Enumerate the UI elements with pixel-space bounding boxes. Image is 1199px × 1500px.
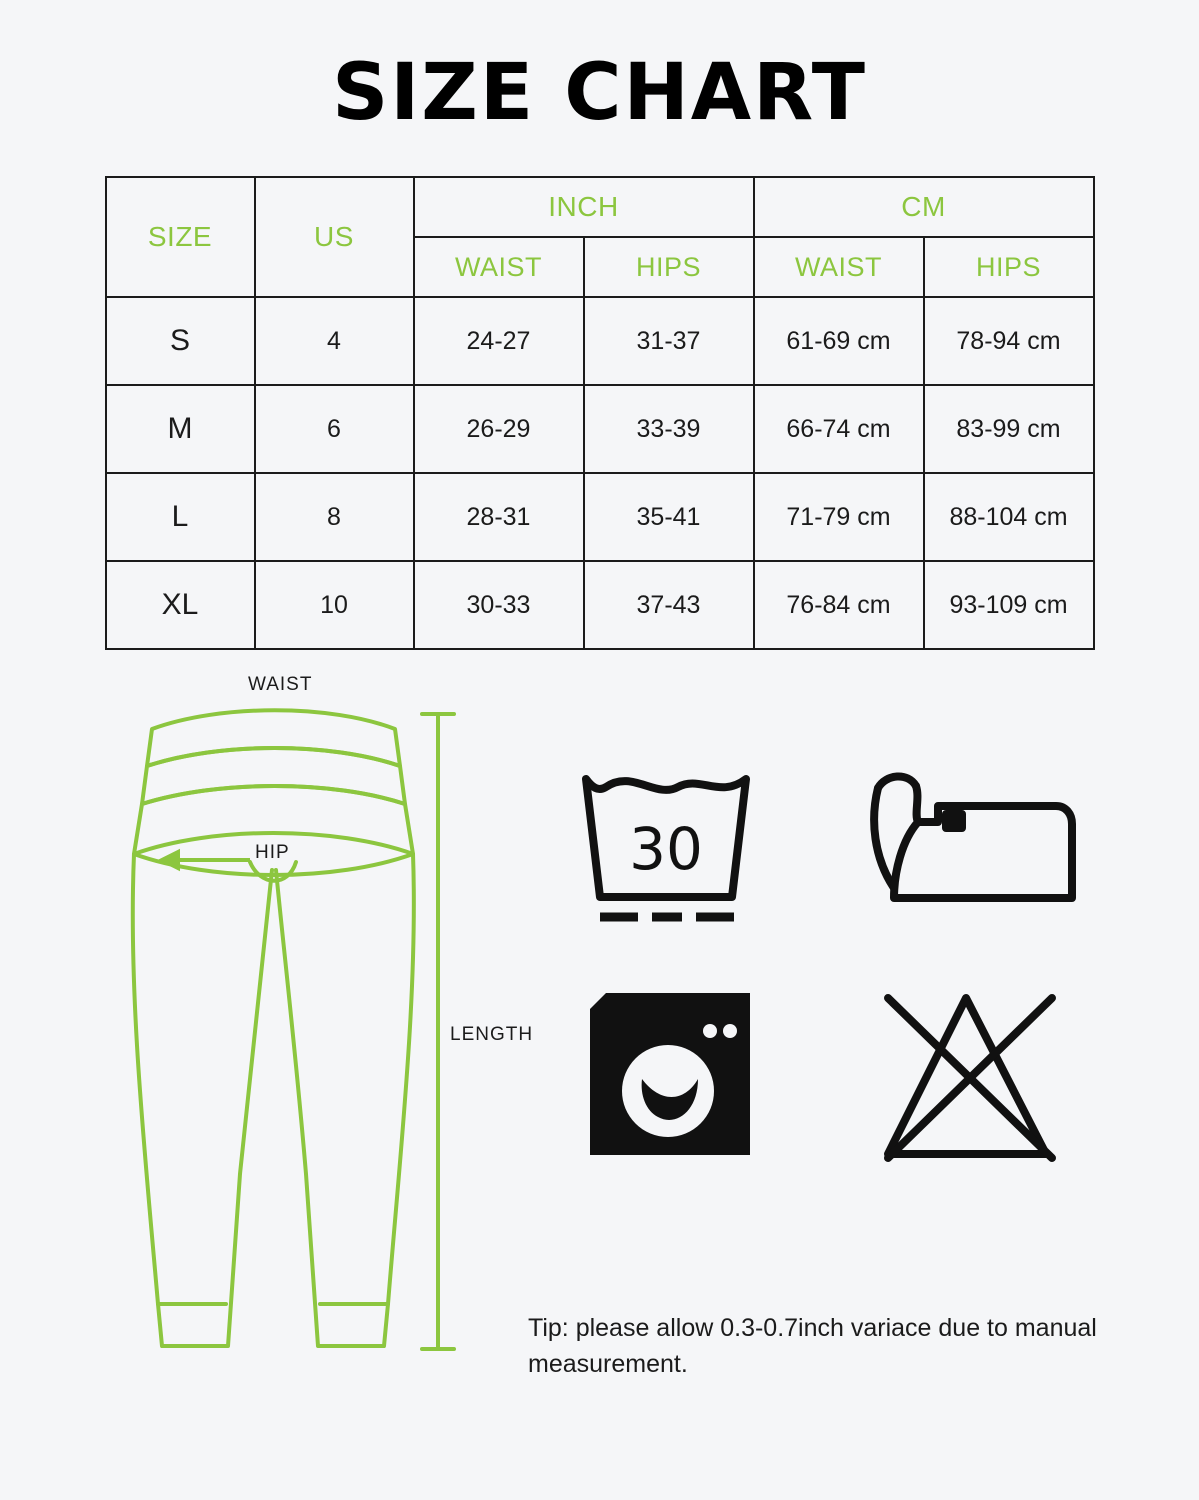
cell-cm-hips: 93-109 cm [924,561,1094,649]
iron-icon [860,762,1080,937]
column-header-cm-hips: HIPS [924,237,1094,297]
do-not-bleach-icon [870,982,1070,1177]
size-table [105,176,1095,650]
cell-cm-waist: 71-79 cm [754,473,924,561]
cell-size: L [106,473,255,561]
wash-30-icon [570,757,770,942]
table-row [106,297,1094,385]
cell-cm-waist: 61-69 cm [754,297,924,385]
cell-us: 10 [255,561,414,649]
pants-measurement-diagram [100,674,570,1394]
tumble-dry-icon [580,987,760,1172]
size-table-container [105,176,1095,650]
group-header-cm: CM [754,177,1094,237]
column-header-us: US [255,177,414,297]
cell-inch-waist: 30-33 [414,561,584,649]
cell-inch-hips: 35-41 [584,473,754,561]
column-header-size: SIZE [106,177,255,297]
cell-inch-waist: 28-31 [414,473,584,561]
cell-cm-waist: 66-74 cm [754,385,924,473]
measurement-tip: Tip: please allow 0.3-0.7inch variace due to manual measurement. [528,1314,1097,1379]
waist-label: WAIST [248,674,313,695]
cell-cm-waist: 76-84 cm [754,561,924,649]
cell-us: 6 [255,385,414,473]
group-header-inch: INCH [414,177,754,237]
cell-cm-hips: 78-94 cm [924,297,1094,385]
cell-size: S [106,297,255,385]
column-header-inch-hips: HIPS [584,237,754,297]
svg-text:30: 30 [629,814,703,883]
cell-inch-waist: 24-27 [414,297,584,385]
cell-inch-waist: 26-29 [414,385,584,473]
cell-us: 4 [255,297,414,385]
cell-cm-hips: 88-104 cm [924,473,1094,561]
page-title: SIZE CHART [332,48,867,138]
cell-inch-hips: 31-37 [584,297,754,385]
length-label: LENGTH [450,1024,534,1045]
column-header-inch-waist: WAIST [414,237,584,297]
cell-inch-hips: 33-39 [584,385,754,473]
cell-us: 8 [255,473,414,561]
column-header-cm-waist: WAIST [754,237,924,297]
table-header-row-1 [106,177,1094,237]
cell-inch-hips: 37-43 [584,561,754,649]
hip-label: HIP [255,842,290,863]
cell-size: M [106,385,255,473]
cell-size: XL [106,561,255,649]
table-row [106,385,1094,473]
cell-cm-hips: 83-99 cm [924,385,1094,473]
care-instructions [520,734,1120,1294]
table-row [106,473,1094,561]
table-row [106,561,1094,649]
